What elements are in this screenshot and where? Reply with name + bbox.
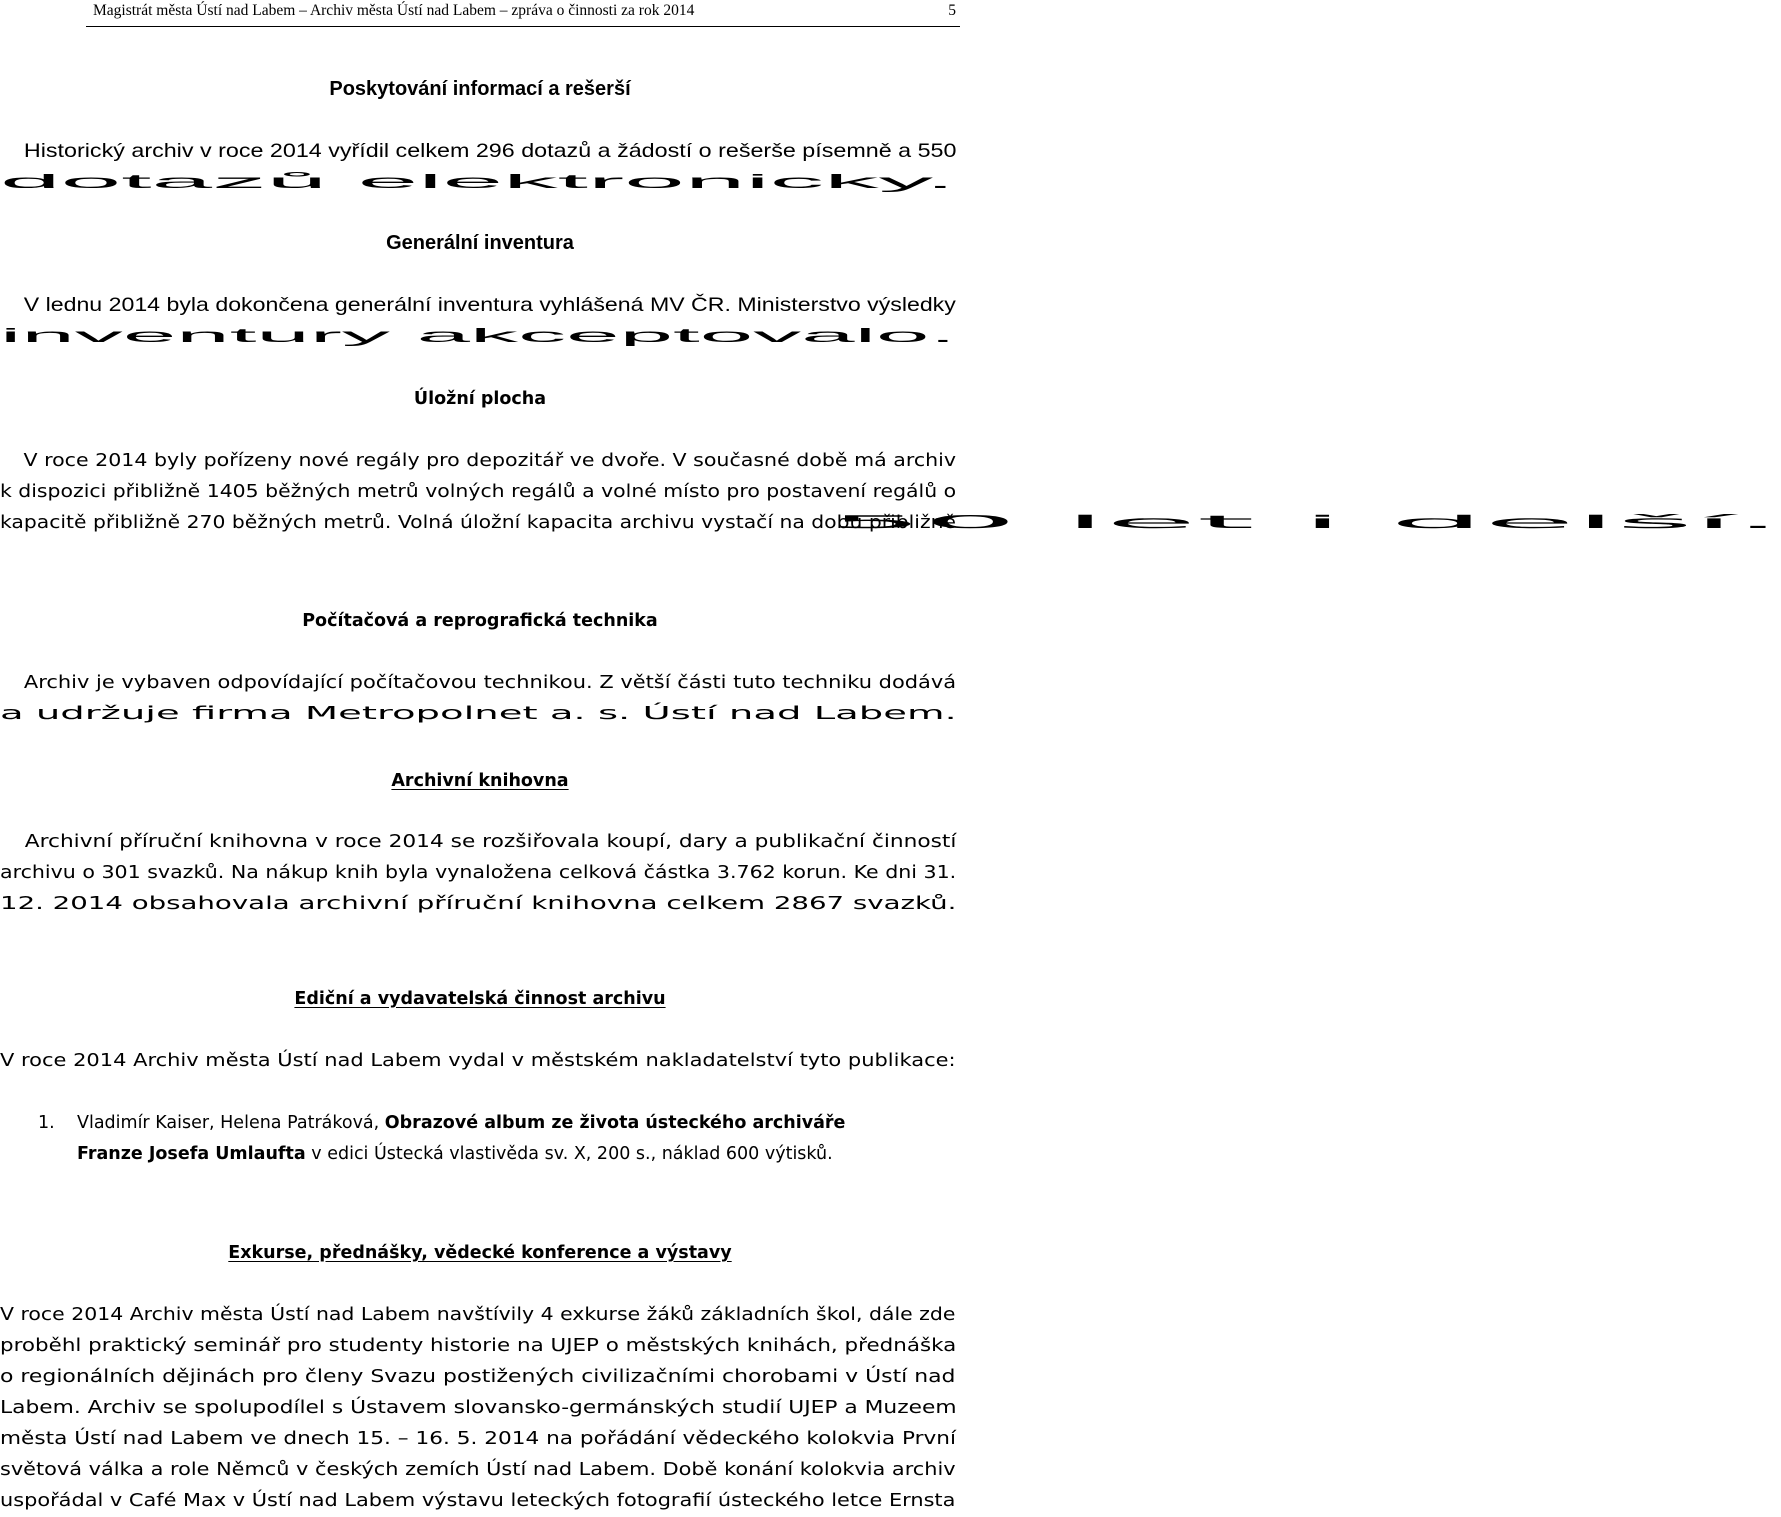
header-rule xyxy=(86,26,960,27)
publication-authors: Vladimír Kaiser, Helena Patráková, xyxy=(77,1113,385,1133)
paragraph-line: k dispozici přibližně 1405 běžných metrů volných regálů a volné místo pro postavení regálů o xyxy=(0,482,957,502)
paragraph-line: Historický archiv v roce 2014 vyřídil celkem 296 dotazů a žádostí o rešerše písemně a 550 xyxy=(23,140,957,162)
paragraph-line: V roce 2014 byly pořízeny nové regály pro depozitář ve dvoře. V současné době má archiv xyxy=(23,451,957,471)
paragraph-line: o regionálních dějinách pro členy Svazu postižených civilizačními chorobami v Ústí nad xyxy=(0,1367,956,1387)
publication-title: Obrazové album ze života ústeckého archiváře xyxy=(384,1113,846,1133)
section-heading-knihovna: Archivní knihovna xyxy=(391,771,569,791)
paragraph-line: kapacitě přibližně 270 běžných metrů. Volná úložní kapacita archivu vystačí na dobu přibližně xyxy=(0,513,957,533)
paragraph-edicni-intro xyxy=(0,1046,960,1077)
section-heading-exkurse: Exkurse, přednášky, vědecké konference a výstavy xyxy=(228,1243,732,1263)
paragraph-line: města Ústí nad Labem ve dnech 15. – 16. 5. 2014 na pořádání vědeckého kolokvia První xyxy=(0,1429,957,1449)
paragraph-rese xyxy=(0,136,960,198)
publication-list-item xyxy=(0,1108,960,1170)
running-header xyxy=(0,0,960,27)
publication-title-continued: Franze Josefa Umlaufta xyxy=(77,1144,306,1164)
paragraph-line: Archivní příruční knihovna v roce 2014 se rozšiřovala koupí, dary a publikační činností xyxy=(24,832,957,852)
paragraph-line: 50 let i delší. xyxy=(828,513,1781,533)
paragraph-line: uspořádal v Café Max v Ústí nad Labem výstavu leteckých fotografií ústeckého letce Ernsta xyxy=(0,1491,956,1511)
list-number: 1. xyxy=(38,1113,55,1133)
section-heading-plocha: Úložní plocha xyxy=(413,389,547,409)
paragraph-knihovna xyxy=(0,827,960,920)
list-line xyxy=(77,1139,833,1170)
paragraph-line: V lednu 2014 byla dokončena generální inventura vyhlášená MV ČR. Ministerstvo výsledky xyxy=(23,294,956,316)
publication-details: v edici Ústecká vlastivěda sv. X, 200 s., náklad 600 výtisků. xyxy=(305,1144,833,1164)
paragraph-line: V roce 2014 Archiv města Ústí nad Labem navštívily 4 exkurse žáků základních škol, dále zde xyxy=(0,1305,956,1325)
paragraph-inventura xyxy=(0,290,960,352)
paragraph-line: V roce 2014 Archiv města Ústí nad Labem vydal v městském nakladatelství tyto publikace: xyxy=(0,1051,956,1071)
paragraph-line: Labem. Archiv se spolupodílel s Ústavem slovansko-germánských studií UJEP a Muzeem xyxy=(0,1398,957,1418)
paragraph-line: světová válka a role Němců v českých zemích Ústí nad Labem. Době konání kolokvia archiv xyxy=(0,1460,956,1480)
page-number: 5 xyxy=(948,2,956,19)
paragraph-line: a udržuje firma Metropolnet a. s. Ústí nad Labem. xyxy=(0,704,957,724)
section-heading-edicni: Ediční a vydavatelská činnost archivu xyxy=(294,989,666,1009)
paragraph-exkurse xyxy=(0,1300,960,1517)
section-heading-inventura: Generální inventura xyxy=(386,232,574,254)
paragraph-line: 12. 2014 obsahovala archivní příruční knihovna celkem 2867 svazků. xyxy=(0,894,957,914)
paragraph-line: Archiv je vybaven odpovídající počítačovou technikou. Z větší části tuto techniku dodává xyxy=(23,673,957,693)
paragraph-line: proběhl praktický seminář pro studenty historie na UJEP o městských knihách, přednáška xyxy=(0,1336,957,1356)
section-heading-technika: Počítačová a reprografická technika xyxy=(302,611,658,631)
paragraph-technika xyxy=(0,668,960,730)
header-text: Magistrát města Ústí nad Labem – Archiv města Ústí nad Labem – zpráva o činnosti za rok 2014 xyxy=(93,2,695,19)
paragraph-line: inventury akceptovalo. xyxy=(0,325,957,347)
paragraph-plocha xyxy=(0,446,1781,539)
paragraph-line: archivu o 301 svazků. Na nákup knih byla vynaložena celková částka 3.762 korun. Ke dni 31. xyxy=(0,863,957,883)
list-line xyxy=(77,1108,845,1139)
paragraph-line: dotazů elektronicky. xyxy=(0,171,956,193)
section-heading-rese: Poskytování informací a rešerší xyxy=(329,78,631,100)
